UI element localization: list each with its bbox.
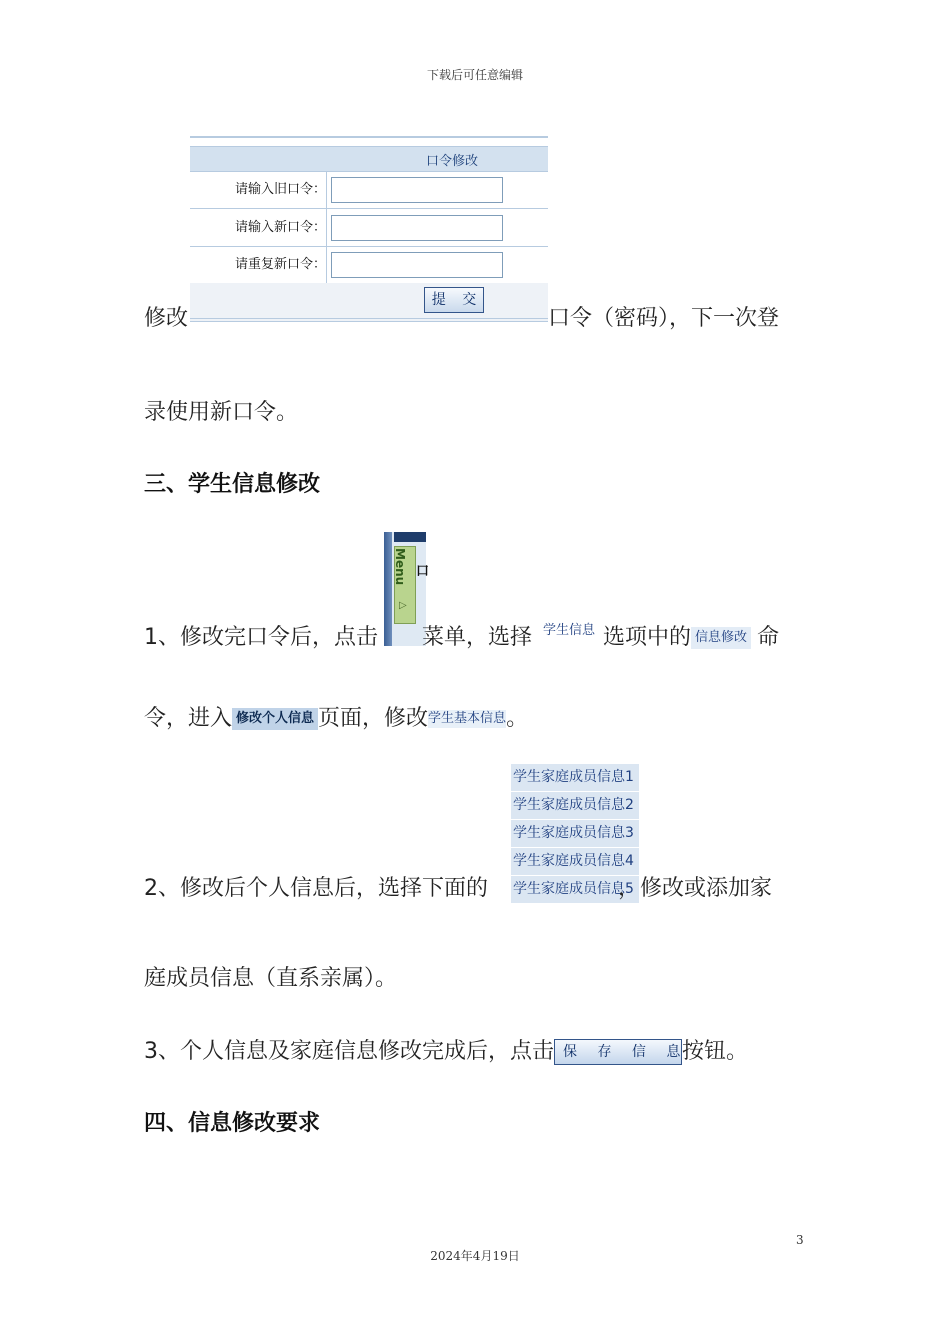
old-password-row [190, 171, 548, 209]
form-title: 口令修改 [426, 154, 479, 169]
new-password-input[interactable] [331, 215, 503, 241]
step3-prefix: 3、个人信息及家庭信息修改完成后，点击 [144, 1039, 554, 1064]
step1-line2-prefix: 令，进入 [144, 706, 233, 731]
info-modify-chip[interactable]: 信息修改 [691, 627, 751, 649]
repeat-password-label: 请重复新口令： [190, 246, 327, 283]
section4-heading: 四、信息修改要求 [144, 1111, 321, 1136]
step1-line2 [144, 704, 528, 734]
step1-mid1: 菜单，选择 [422, 625, 533, 650]
step1-prefix: 1、修改完口令后，点击 [144, 625, 378, 650]
new-password-label: 请输入新口令： [190, 209, 327, 246]
step2-line2: 庭成员信息（直系亲属）。 [144, 966, 398, 991]
para1-prefix: 修改 [144, 306, 189, 331]
repeat-password-input[interactable] [331, 252, 503, 278]
step1-mid2: 选项中的 [603, 625, 692, 650]
step3-suffix: 按钮。 [682, 1039, 749, 1064]
step1-line2-mid: 页面，修改 [318, 706, 429, 731]
step2-suffix: ，修改或添加家 [618, 876, 773, 901]
family-member-item-3[interactable]: 学生家庭成员信息3 [511, 820, 639, 848]
step2-line1 [144, 874, 772, 904]
menu-tab-frame [394, 532, 426, 542]
menu-tab-label: Menu [393, 548, 407, 586]
section3-heading: 三、学生信息修改 [144, 472, 321, 497]
triangle-right-icon: ▷ [399, 600, 407, 611]
para1-suffix: 口令（密码），下一次登 [548, 306, 780, 331]
form-top-border [190, 136, 548, 138]
step3-line [144, 1037, 748, 1067]
submit-button[interactable]: 提 交 [424, 287, 484, 313]
repeat-password-row [190, 246, 548, 284]
menu-fragment-text: 口 [416, 564, 430, 579]
basic-info-chip[interactable]: 学生基本信息 [428, 711, 507, 726]
family-member-item-4[interactable]: 学生家庭成员信息4 [511, 848, 639, 876]
footer-date: 2024年4月19日 [430, 1249, 520, 1263]
step1-suffix: 命 [757, 625, 780, 650]
password-change-form [190, 136, 548, 322]
old-password-label: 请输入旧口令： [190, 171, 327, 208]
page-number: 3 [796, 1233, 804, 1247]
student-info-chip[interactable]: 学生信息 [543, 623, 596, 638]
old-password-input[interactable] [331, 177, 503, 203]
modify-personal-info-chip[interactable]: 修改个人信息 [232, 708, 318, 730]
family-member-item-1[interactable]: 学生家庭成员信息1 [511, 764, 639, 792]
step1-line2-suffix: 。 [506, 706, 529, 731]
family-member-item-5[interactable]: 学生家庭成员信息5 [511, 876, 639, 904]
page-header: 下载后可任意编辑 [426, 68, 523, 82]
family-member-item-2[interactable]: 学生家庭成员信息2 [511, 792, 639, 820]
step2-prefix: 2、修改后个人信息后，选择下面的 [144, 876, 488, 901]
new-password-row [190, 209, 548, 247]
para1-line2: 录使用新口令。 [144, 400, 299, 425]
para1-line1 [144, 304, 779, 334]
form-title-bar [190, 146, 548, 172]
step1-line1 [144, 623, 779, 653]
save-info-button[interactable]: 保 存 信 息 [554, 1039, 682, 1065]
